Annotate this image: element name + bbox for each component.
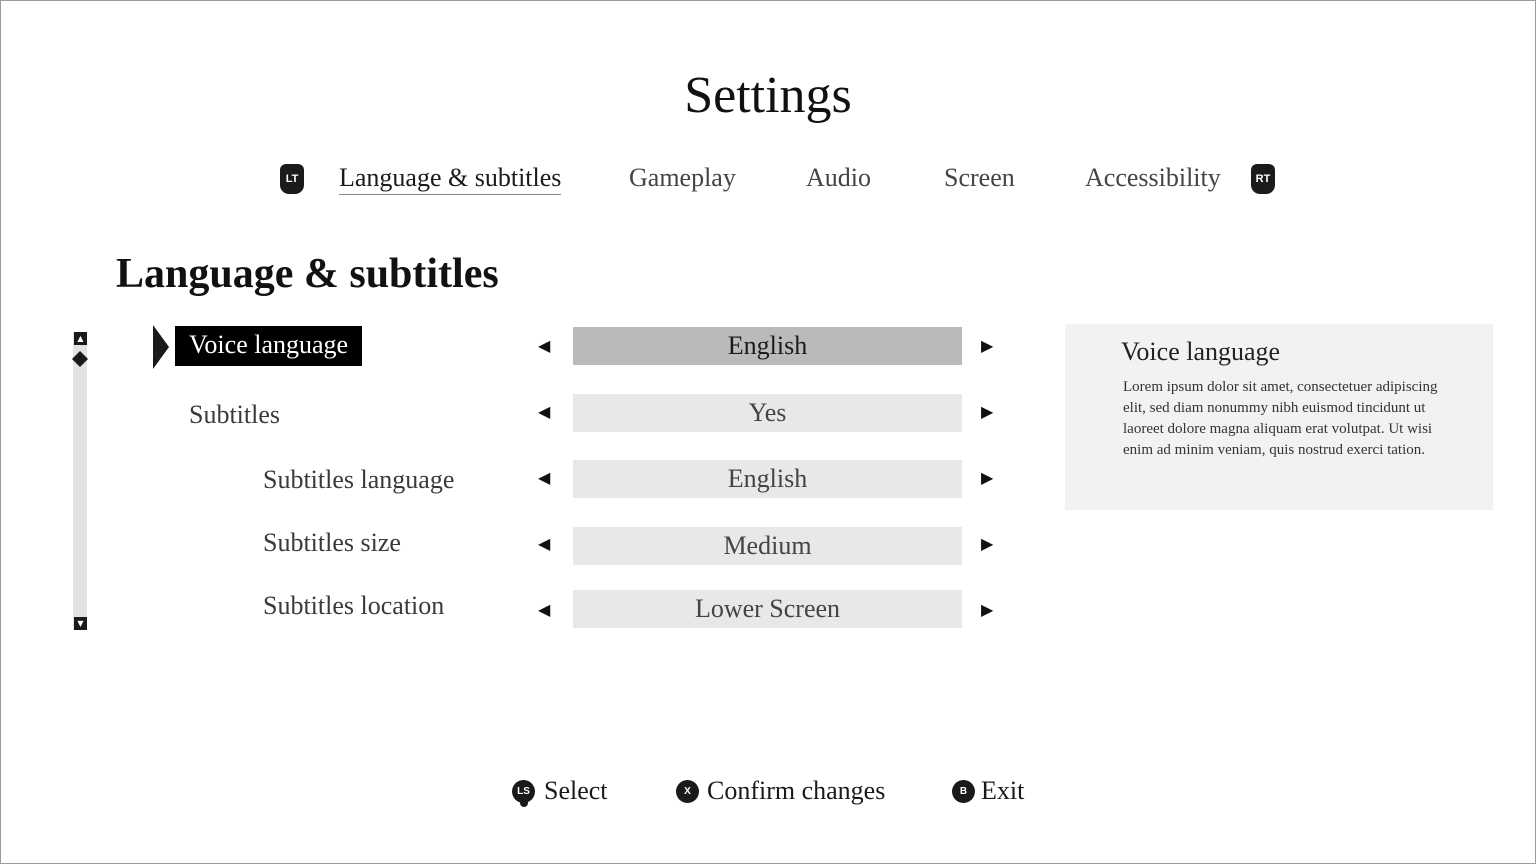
setting-value-subtitles-location[interactable]: Lower Screen	[573, 590, 962, 628]
setting-value-subtitles-language[interactable]: English	[573, 460, 962, 498]
left-arrow-icon[interactable]: ◀	[538, 468, 551, 487]
right-arrow-icon[interactable]: ▶	[981, 336, 994, 355]
left-arrow-icon[interactable]: ◀	[538, 402, 551, 421]
rt-trigger-icon[interactable]: RT	[1251, 164, 1275, 194]
right-arrow-icon[interactable]: ▶	[981, 402, 994, 421]
description-panel	[1065, 324, 1493, 510]
left-arrow-icon[interactable]: ◀	[538, 534, 551, 553]
setting-label-subtitles-location[interactable]: Subtitles location	[263, 591, 445, 620]
hint-select[interactable]: Select	[544, 776, 608, 805]
tab-screen[interactable]: Screen	[944, 163, 1015, 192]
scrollbar-track[interactable]	[73, 332, 87, 630]
ls-button-icon: LS	[512, 780, 535, 803]
setting-value-voice-language[interactable]: English	[573, 327, 962, 365]
setting-value-subtitles[interactable]: Yes	[573, 394, 962, 432]
description-title: Voice language	[1121, 337, 1281, 366]
lt-trigger-icon[interactable]: LT	[280, 164, 304, 194]
tab-accessibility[interactable]: Accessibility	[1085, 163, 1221, 192]
section-title: Language & subtitles	[116, 251, 499, 297]
scroll-down-icon[interactable]: ▼	[74, 617, 87, 630]
setting-label-subtitles-size[interactable]: Subtitles size	[263, 528, 401, 557]
setting-label-subtitles[interactable]: Subtitles	[189, 400, 281, 429]
x-button-icon: X	[676, 780, 699, 803]
description-body: Lorem ipsum dolor sit amet, consectetuer adipiscing elit, sed diam nonummy nibh euismod tincidunt ut laoreet dolore magna aliquam erat volutpat. Ut wisi enim ad minim veniam, quis nostrud exerci tation.	[1123, 379, 1438, 458]
page-title: Settings	[684, 67, 852, 124]
left-arrow-icon[interactable]: ◀	[538, 336, 551, 355]
right-arrow-icon[interactable]: ▶	[981, 600, 994, 619]
tab-audio[interactable]: Audio	[806, 163, 871, 192]
left-arrow-icon[interactable]: ◀	[538, 600, 551, 619]
setting-label-subtitles-language[interactable]: Subtitles language	[263, 465, 455, 494]
setting-label-voice-language[interactable]: Voice language	[175, 326, 362, 366]
scrollbar-thumb[interactable]	[72, 351, 88, 367]
hint-exit[interactable]: Exit	[981, 776, 1025, 805]
tab-gameplay[interactable]: Gameplay	[629, 163, 736, 192]
setting-value-subtitles-size[interactable]: Medium	[573, 527, 962, 565]
b-button-icon: B	[952, 780, 975, 803]
scroll-up-icon[interactable]: ▲	[74, 332, 87, 345]
selection-pointer-icon	[153, 325, 169, 369]
right-arrow-icon[interactable]: ▶	[981, 534, 994, 553]
hint-confirm-changes[interactable]: Confirm changes	[707, 776, 886, 805]
tab-language-subtitles[interactable]: Language & subtitles	[339, 163, 561, 195]
right-arrow-icon[interactable]: ▶	[981, 468, 994, 487]
